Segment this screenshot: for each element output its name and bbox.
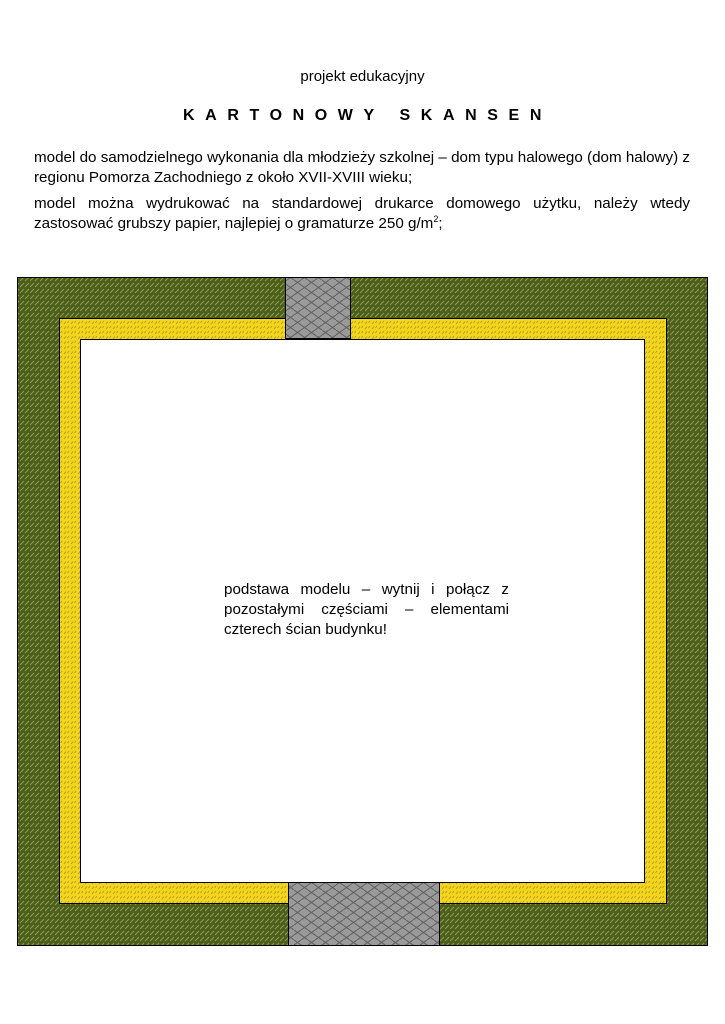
description-paragraph-2-end: ; xyxy=(438,215,443,232)
bottom-entrance-pavement xyxy=(289,883,440,946)
base-instruction-label: podstawa modelu – wytnij i połącz z pozostałymi częściami – elementami czterech ścian budynku! xyxy=(224,581,509,638)
page-title: KARTONOWY SKANSEN xyxy=(183,107,552,124)
superscript-2: 2 xyxy=(433,213,439,224)
description-paragraph-2-text: model można wydrukować na standardowej drukarce domowego użytku, należy wtedy zastosować grubszy papier, najlepiej o gramaturze 250 g/m xyxy=(34,195,690,232)
project-subtitle: projekt edukacyjny xyxy=(300,68,425,85)
description-paragraph-1: model do samodzielnego wykonania dla młodzieży szkolnej – dom typu halowego (dom halowy) z regionu Pomorza Zachodniego z około XVII-XVIII wieku; xyxy=(34,149,690,186)
top-entrance-pavement xyxy=(286,278,351,339)
